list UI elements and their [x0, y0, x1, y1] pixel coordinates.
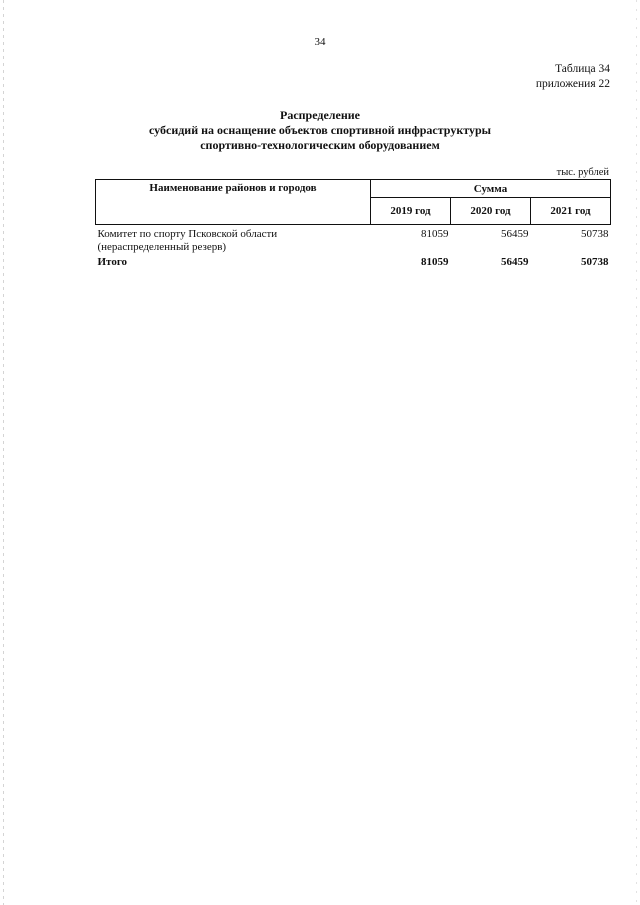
row-value-2019: 81059 [421, 228, 449, 240]
table-reference-line2: приложения 22 [535, 78, 610, 90]
total-row [96, 254, 611, 269]
subsidy-table [95, 179, 611, 269]
total-label: Итого [97, 256, 128, 268]
header-year-2020: 2020 год [451, 198, 531, 225]
table-row [96, 225, 611, 255]
units-label: тыс. рублей [556, 167, 609, 178]
row-value-2020: 56459 [501, 228, 529, 240]
header-year-2019: 2019 год [371, 198, 451, 225]
header-sum: Сумма [371, 180, 611, 198]
title-line3: спортивно-технологическим оборудованием [200, 138, 440, 152]
header-name: Наименование районов и городов [96, 180, 371, 225]
document-title [0, 108, 640, 153]
header-year-2021: 2021 год [531, 198, 611, 225]
table-reference [536, 62, 610, 92]
row-name: Комитет по спорту Псковской области (нераспределенный резерв) [97, 228, 278, 253]
title-line2: субсидий на оснащение объектов спортивной инфраструктуры [148, 123, 492, 137]
table-reference-line1: Таблица 34 [555, 63, 610, 75]
row-value-2021: 50738 [581, 228, 609, 240]
total-value-2019: 81059 [421, 256, 449, 268]
total-value-2021: 50738 [581, 256, 609, 268]
title-line1: Распределение [279, 108, 361, 122]
page-number: 34 [314, 36, 326, 48]
total-value-2020: 56459 [501, 256, 529, 268]
